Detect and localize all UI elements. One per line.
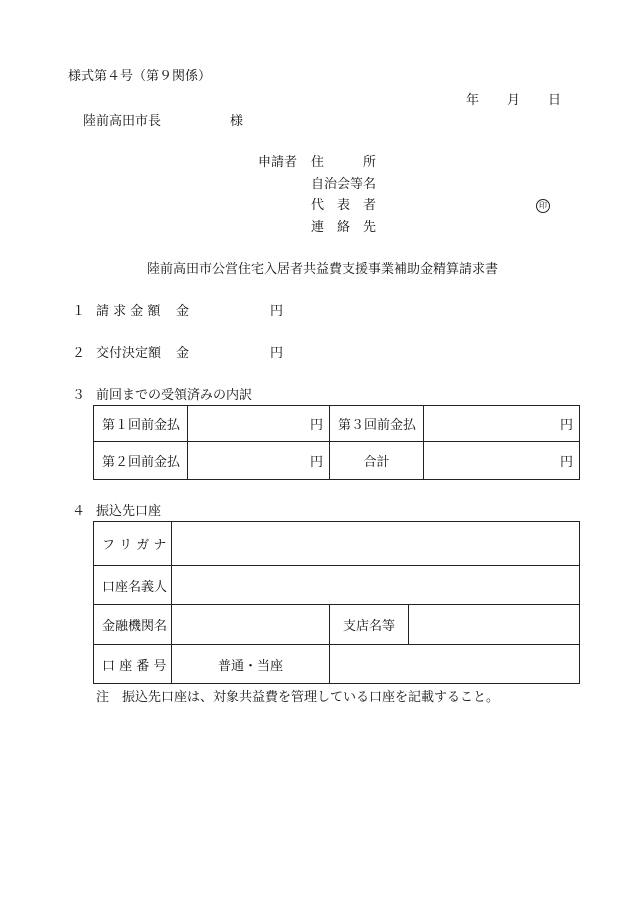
third-prepayment-field[interactable]: 円 [424, 406, 580, 442]
addressee-name: 陸前高田市長 [83, 114, 162, 129]
item1-kin: 金 [176, 304, 190, 319]
addressee-honorific: 様 [230, 114, 244, 129]
form-number: 様式第４号（第９関係） [68, 69, 212, 84]
account-type-field[interactable]: 普通・当座 [172, 645, 330, 684]
seal-icon: 印 [536, 199, 550, 213]
branch-name-label: 支店名等 [330, 605, 409, 645]
applicant-association-label: 自治会等名 [311, 177, 377, 192]
applicant-label: 申請者 [258, 155, 298, 170]
bank-account-table [93, 521, 580, 684]
account-number-label: 口 座 番 号 [94, 645, 172, 684]
second-prepayment-label: 第２回前金払 [94, 442, 188, 480]
account-holder-field[interactable] [172, 566, 580, 605]
item3-number: ３ [72, 388, 86, 403]
first-prepayment-label: 第１回前金払 [94, 406, 188, 442]
table-row [94, 406, 580, 442]
item1-label: 請 求 金 額 [96, 304, 161, 319]
total-label: 合計 [330, 442, 424, 480]
document-title: 陸前高田市公営住宅入居者共益費支援事業補助金精算請求書 [147, 262, 499, 277]
total-field[interactable]: 円 [424, 442, 580, 480]
table-row [94, 605, 580, 645]
account-number-field[interactable] [330, 645, 580, 684]
date-month: 月 [507, 93, 521, 108]
footnote: 注 振込先口座は、対象共益費を管理している口座を記載すること。 [96, 690, 500, 705]
applicant-contact-label: 連 絡 先 [311, 220, 377, 235]
received-breakdown-table [93, 405, 580, 480]
furigana-field[interactable] [172, 522, 580, 566]
applicant-address-label: 住 所 [311, 155, 377, 170]
item1-yen: 円 [270, 304, 284, 319]
second-prepayment-field[interactable]: 円 [188, 442, 330, 480]
table-row [94, 645, 580, 684]
bank-name-field[interactable] [172, 605, 330, 645]
item2-label: 交付決定額 [96, 346, 162, 361]
item2-yen: 円 [270, 346, 284, 361]
table-row [94, 522, 580, 566]
furigana-label: フ リ ガ ナ [94, 522, 172, 566]
item1-number: １ [72, 304, 86, 319]
item3-label: 前回までの受領済みの内訳 [96, 388, 253, 403]
branch-name-field[interactable] [409, 605, 580, 645]
first-prepayment-field[interactable]: 円 [188, 406, 330, 442]
date-year: 年 [466, 93, 480, 108]
item2-number: ２ [72, 346, 86, 361]
third-prepayment-label: 第３回前金払 [330, 406, 424, 442]
table-row [94, 566, 580, 605]
item4-number: ４ [72, 504, 86, 519]
seal-mark [536, 198, 550, 213]
applicant-representative-label: 代 表 者 [311, 198, 377, 213]
table-row [94, 442, 580, 480]
item2-kin: 金 [176, 346, 190, 361]
item4-label: 振込先口座 [96, 504, 162, 519]
date-day: 日 [548, 93, 562, 108]
bank-name-label: 金融機関名 [94, 605, 172, 645]
account-holder-label: 口座名義人 [94, 566, 172, 605]
